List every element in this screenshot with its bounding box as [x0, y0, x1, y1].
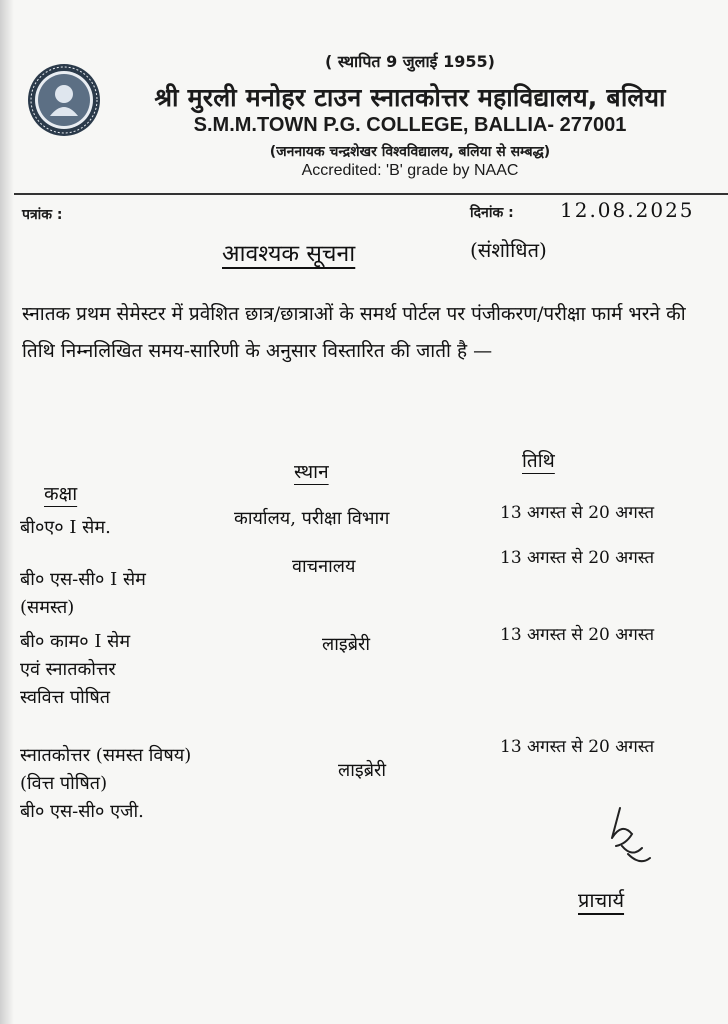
- college-name-english: S.M.M.TOWN P.G. COLLEGE, BALLIA- 277001: [193, 114, 627, 136]
- schedule-row-4-date: 13 अगस्त से 20 अगस्त: [500, 737, 655, 757]
- column-header-date: तिथि: [522, 450, 555, 472]
- schedule-row-1-place: कार्यालय, परीक्षा विभाग: [234, 508, 390, 529]
- schedule-row-2-place: वाचनालय: [292, 556, 356, 577]
- schedule-row-3-class: बी० काम० I सेम एवं स्नातकोत्तर स्ववित्त पोषित: [20, 631, 131, 708]
- schedule-row-2-date: 13 अगस्त से 20 अगस्त: [500, 548, 655, 568]
- signatory-title: प्राचार्य: [578, 888, 625, 912]
- column-header-class: कक्षा: [44, 483, 78, 505]
- header-divider: [14, 193, 728, 195]
- schedule-row-2-class: बी० एस-सी० I सेम (समस्त): [20, 569, 146, 618]
- schedule-row-3-date: 13 अगस्त से 20 अगस्त: [500, 625, 655, 645]
- established-line: ( स्थापित 9 जुलाई 1955): [325, 52, 495, 71]
- date-value: 12.08.2025: [560, 198, 695, 222]
- notice-body: स्नातक प्रथम सेमेस्टर में प्रवेशित छात्र/छात्राओं के समर्थ पोर्टल पर पंजीकरण/परीक्षा फार्म भरने की तिथि निम्नलिखित समय-सारिणी के अनुसार विस्तारित की जाती है —: [22, 303, 686, 362]
- accreditation-line: Accredited: 'B' grade by NAAC: [301, 162, 519, 179]
- college-seal-logo: [26, 62, 102, 138]
- schedule-row-3-place: लाइब्रेरी: [322, 634, 371, 655]
- page-edge-shadow: [0, 0, 14, 1024]
- schedule-row-1-class: बी०ए० I सेम.: [20, 517, 111, 538]
- column-header-place: स्थान: [294, 461, 329, 483]
- college-name-hindi: श्री मुरली मनोहर टाउन स्नातकोत्तर महाविद्यालय, बलिया: [154, 83, 666, 112]
- notice-heading-note: (संशोधित): [470, 238, 547, 262]
- affiliation-line: (जननायक चन्द्रशेखर विश्वविद्यालय, बलिया से सम्बद्ध): [269, 144, 551, 160]
- schedule-row-4-place: लाइब्रेरी: [338, 760, 387, 781]
- schedule-row-4-class: स्नातकोत्तर (समस्त विषय) (वित्त पोषित) बी० एस-सी० एजी.: [20, 745, 192, 822]
- date-label: दिनांक :: [470, 205, 514, 221]
- notice-heading: आवश्यक सूचना: [222, 241, 356, 267]
- schedule-row-1-date: 13 अगस्त से 20 अगस्त: [500, 503, 655, 523]
- letter-number-label: पत्रांक :: [22, 207, 63, 223]
- principal-signature: [598, 800, 658, 870]
